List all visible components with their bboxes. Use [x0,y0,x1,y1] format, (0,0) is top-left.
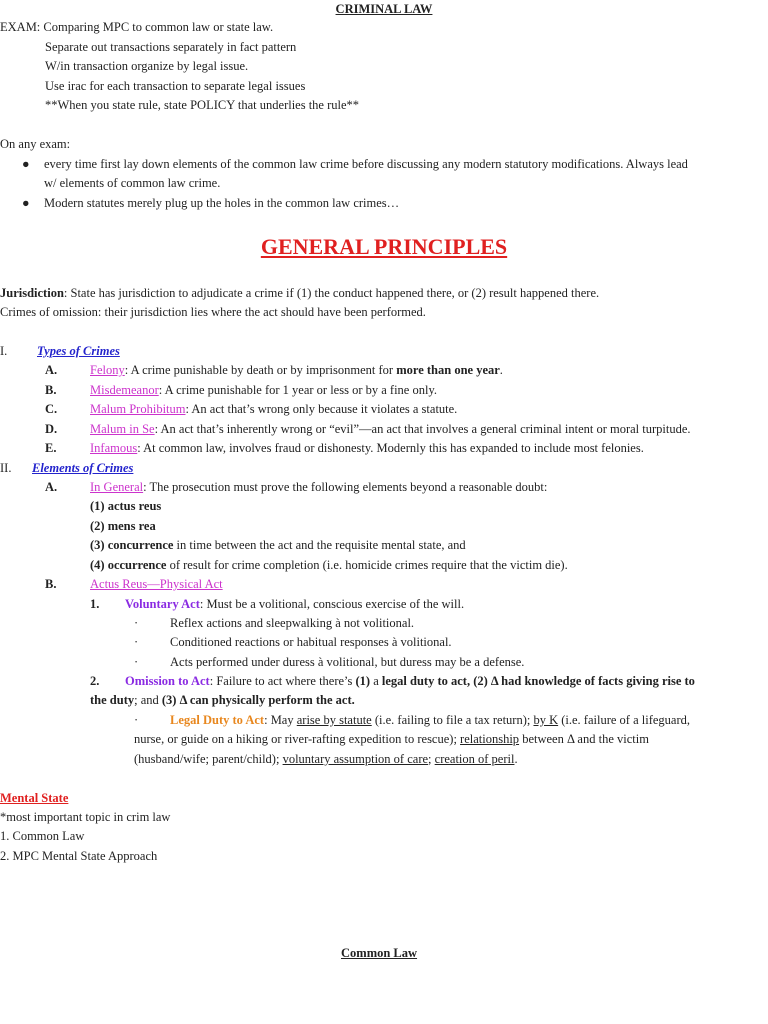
legal-duty-line-2: nurse, or guide on a hiking or river-rafting expedition to rescue); relationship between Δ and the victim [134,732,649,746]
type-malum-prohibitum: C. Malum Prohibitum: An act that’s wrong only because it violates a statute. [45,402,458,416]
omission-to-act: 2. Omission to Act: Failure to act where there’s (1) a legal duty to act, (2) Δ had knowledge of facts giving rise to [90,674,695,688]
exam-line-2: Separate out transactions separately in fact pattern [45,40,297,54]
bullet-icon: ● [22,157,30,171]
omission-line: Crimes of omission: their jurisdiction lies where the act should have been performed. [0,305,426,319]
exam-line-5: **When you state rule, state POLICY that underlies the rule** [45,98,360,112]
exam-line-4: Use irac for each transaction to separate legal issues [45,79,306,93]
actus-reus-heading: B. Actus Reus—Physical Act [45,577,223,591]
type-misdemeanor: B. Misdemeanor: A crime punishable for 1 year or less or by a fine only. [45,383,438,397]
omission-to-act-cont: the duty; and (3) Δ can physically perform the act. [90,693,355,707]
voluntary-sub-1: · Reflex actions and sleepwalking à not volitional. [134,616,415,630]
jurisdiction-line: Jurisdiction: State has jurisdiction to adjudicate a crime if (1) the conduct happened there, or (2) result happened there. [0,286,600,300]
mental-state-item-2: 2. MPC Mental State Approach [0,849,158,863]
any-exam-heading: On any exam: [0,137,71,151]
voluntary-act: 1. Voluntary Act: Must be a volitional, conscious exercise of the will. [90,597,465,611]
mental-state-item-1: 1. Common Law [0,829,85,843]
small-bullet-icon: · [134,655,139,669]
small-bullet-icon: · [134,635,139,649]
element-concurrence: (3) concurrence in time between the act and the requisite mental state, and [90,538,466,552]
exam-line-3: W/in transaction organize by legal issue. [45,59,249,73]
bullet-1: ● every time first lay down elements of the common law crime before discussing any modern statutory modifications. Always lead [22,157,688,171]
mental-state-note: *most important topic in crim law [0,810,171,824]
mental-state-heading: Mental State [0,791,69,805]
section-title: GENERAL PRINCIPLES [260,234,508,259]
element-occurrence: (4) occurrence of result for crime completion (i.e. homicide crimes require that the victim die). [90,558,568,572]
legal-duty-line-3: (husband/wife; parent/child); voluntary assumption of care; creation of peril. [134,752,518,766]
element-mens-rea: (2) mens rea [90,519,156,533]
small-bullet-icon: · [134,713,139,727]
small-bullet-icon: · [134,616,139,630]
page-title: CRIMINAL LAW [335,2,433,16]
legal-duty-line-1: · Legal Duty to Act: May arise by statute (i.e. failing to file a tax return); by K (i.e. failure of a lifeguard, [134,713,691,727]
type-malum-in-se: D. Malum in Se: An act that’s inherently wrong or “evil”—an act that involves a general criminal intent or moral turpitude. [45,422,691,436]
exam-line-1: EXAM: Comparing MPC to common law or state law. [0,20,274,34]
type-felony: A. Felony: A crime punishable by death or by imprisonment for more than one year. [45,363,503,377]
bullet-1-cont: w/ elements of common law crime. [44,176,221,190]
bullet-2: ● Modern statutes merely plug up the holes in the common law crimes… [22,196,400,210]
elements-heading: II. Elements of Crimes [0,461,134,475]
bullet-icon: ● [22,196,30,210]
voluntary-sub-2: · Conditioned reactions or habitual responses à volitional. [134,635,452,649]
common-law-heading: Common Law [341,946,418,960]
type-infamous: E. Infamous: At common law, involves fraud or dishonesty. Modernly this has expanded to include most felonies. [45,441,644,455]
elements-in-general: A. In General: The prosecution must prove the following elements beyond a reasonable doubt: [45,480,548,494]
voluntary-sub-3: · Acts performed under duress à volitional, but duress may be a defense. [134,655,525,669]
element-actus-reus: (1) actus reus [90,499,162,513]
types-heading: I. Types of Crimes [0,344,120,358]
